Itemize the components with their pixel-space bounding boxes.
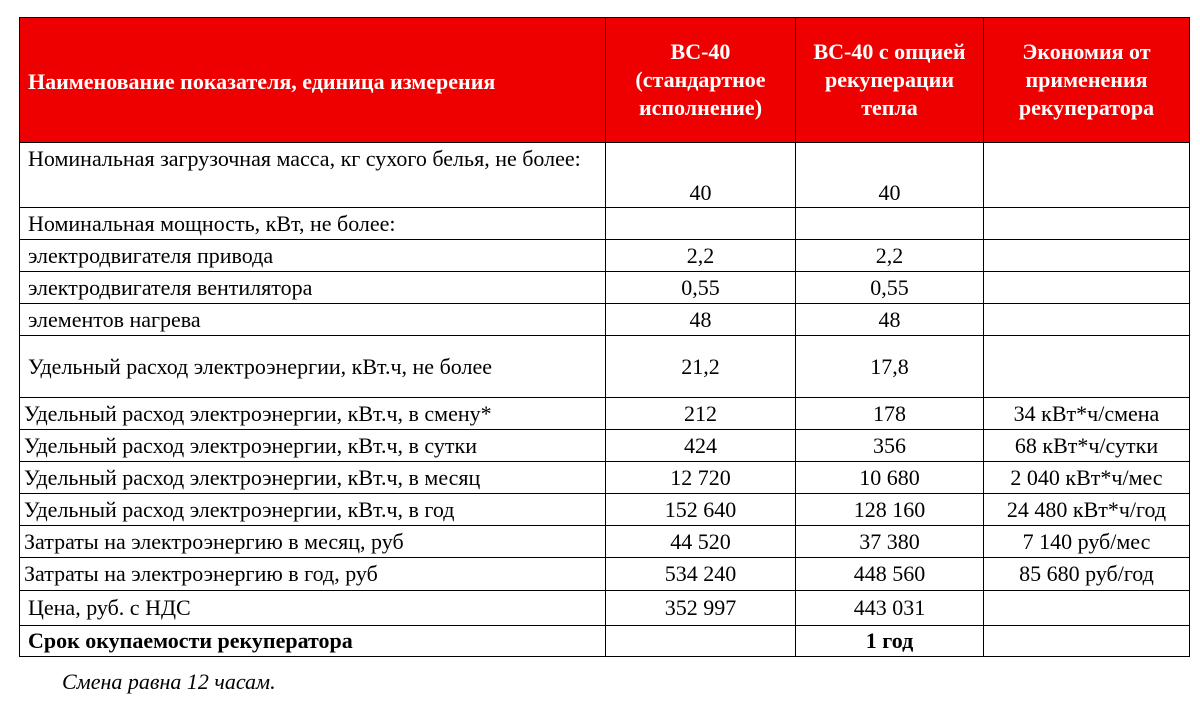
value-recuperation: 178 — [796, 398, 984, 430]
table-row — [20, 304, 1190, 336]
table-header-row — [20, 18, 1190, 143]
table-row — [20, 240, 1190, 272]
table-row — [20, 398, 1190, 430]
value-standard: 152 640 — [606, 494, 796, 526]
row-label: элементов нагрева — [20, 304, 606, 336]
value-recuperation: 356 — [796, 430, 984, 462]
row-label: Удельный расход электроэнергии, кВт.ч, в месяц — [20, 462, 606, 494]
value-savings: 34 кВт*ч/смена — [984, 398, 1190, 430]
header-savings: Экономия от применения рекуператора — [984, 18, 1190, 143]
comparison-table — [19, 17, 1190, 657]
value-standard: 352 997 — [606, 591, 796, 626]
table-row — [20, 272, 1190, 304]
table-row — [20, 462, 1190, 494]
table-row — [20, 494, 1190, 526]
value-recuperation — [796, 208, 984, 240]
table-row — [20, 591, 1190, 626]
row-label: Срок окупаемости рекуператора — [20, 626, 606, 657]
table-row — [20, 208, 1190, 240]
header-standard: ВС-40 (стандартное исполнение) — [606, 18, 796, 143]
value-recuperation: 37 380 — [796, 526, 984, 558]
table-row — [20, 558, 1190, 591]
value-savings: 2 040 кВт*ч/мес — [984, 462, 1190, 494]
row-label: электродвигателя вентилятора — [20, 272, 606, 304]
value-savings — [984, 208, 1190, 240]
row-label: Затраты на электроэнергию в месяц, руб — [20, 526, 606, 558]
value-standard: 12 720 — [606, 462, 796, 494]
header-indicator: Наименование показателя, единица измерения — [20, 18, 606, 143]
value-standard: 21,2 — [606, 336, 796, 398]
value-recuperation: 10 680 — [796, 462, 984, 494]
value-savings: 7 140 руб/мес — [984, 526, 1190, 558]
value-standard: 534 240 — [606, 558, 796, 591]
value-standard: 0,55 — [606, 272, 796, 304]
row-label: Цена, руб. с НДС — [20, 591, 606, 626]
value-recuperation: 0,55 — [796, 272, 984, 304]
table-row — [20, 143, 1190, 208]
value-standard — [606, 626, 796, 657]
footnote: Смена равна 12 часам. — [62, 669, 276, 694]
row-label: Удельный расход электроэнергии, кВт.ч, в год — [20, 494, 606, 526]
value-savings — [984, 304, 1190, 336]
row-label: Удельный расход электроэнергии, кВт.ч, в сутки — [20, 430, 606, 462]
row-label: Удельный расход электроэнергии, кВт.ч, не более — [20, 336, 606, 398]
value-standard: 44 520 — [606, 526, 796, 558]
row-label: электродвигателя привода — [20, 240, 606, 272]
value-savings — [984, 626, 1190, 657]
value-recuperation: 448 560 — [796, 558, 984, 591]
value-savings: 68 кВт*ч/сутки — [984, 430, 1190, 462]
value-savings — [984, 272, 1190, 304]
row-label: Затраты на электроэнергию в год, руб — [20, 558, 606, 591]
value-standard: 424 — [606, 430, 796, 462]
value-recuperation: 128 160 — [796, 494, 984, 526]
value-standard: 212 — [606, 398, 796, 430]
value-standard: 48 — [606, 304, 796, 336]
value-savings — [984, 336, 1190, 398]
value-standard: 40 — [606, 143, 796, 208]
table-row-payback — [20, 626, 1190, 657]
value-savings — [984, 143, 1190, 208]
value-recuperation: 17,8 — [796, 336, 984, 398]
table-row — [20, 430, 1190, 462]
value-recuperation: 443 031 — [796, 591, 984, 626]
row-label: Номинальная загрузочная масса, кг сухого белья, не более: — [20, 143, 606, 208]
value-standard: 2,2 — [606, 240, 796, 272]
value-savings: 85 680 руб/год — [984, 558, 1190, 591]
value-savings — [984, 240, 1190, 272]
table-row — [20, 336, 1190, 398]
value-recuperation: 48 — [796, 304, 984, 336]
table-row — [20, 526, 1190, 558]
value-savings: 24 480 кВт*ч/год — [984, 494, 1190, 526]
value-savings — [984, 591, 1190, 626]
header-recuperation: ВС-40 с опцией рекуперации тепла — [796, 18, 984, 143]
value-recuperation: 2,2 — [796, 240, 984, 272]
value-recuperation: 1 год — [796, 626, 984, 657]
value-recuperation: 40 — [796, 143, 984, 208]
row-label: Удельный расход электроэнергии, кВт.ч, в смену* — [20, 398, 606, 430]
row-label: Номинальная мощность, кВт, не более: — [20, 208, 606, 240]
value-standard — [606, 208, 796, 240]
